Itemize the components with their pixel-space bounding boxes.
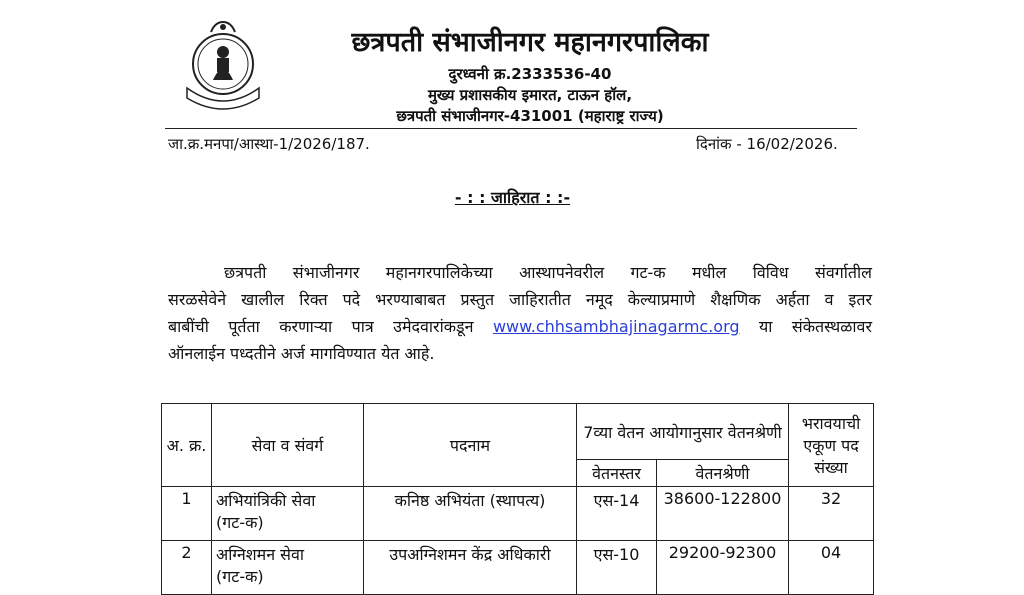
header-designation: पदनाम bbox=[364, 404, 577, 487]
header-pay-commission: 7व्या वेतन आयोगानुसार वेतनश्रेणी bbox=[577, 404, 789, 460]
table-row bbox=[162, 541, 874, 595]
row-service bbox=[212, 487, 364, 541]
address-line-2: छत्रपती संभाजीनगर-431001 (महाराष्ट्र राज्य) bbox=[396, 107, 664, 125]
row-posts: 04 bbox=[789, 541, 874, 595]
body-line-1: छत्रपती संभाजीनगर महानगरपालिकेच्या आस्थापनेवरील गट-क मधील विविध संवर्गातील bbox=[224, 263, 872, 282]
body-line-3-suffix: या संकेतस्थळावर bbox=[759, 317, 872, 336]
row-pay-scale: 29200-92300 bbox=[657, 541, 789, 595]
row-service-group: (गट-क) bbox=[216, 513, 264, 532]
header-pay-scale: वेतनश्रेणी bbox=[657, 460, 789, 487]
organization-title: छत्रपती संभाजीनगर महानगरपालिका bbox=[351, 27, 709, 58]
header-service: सेवा व संवर्ग bbox=[212, 404, 364, 487]
row-sr: 1 bbox=[162, 487, 212, 541]
body-line-2: सरळसेवेने खालील रिक्त पदे भरण्याबाबत प्रस्तुत जाहिरातीत नमूद केल्याप्रमाणे शैक्षणिक अर्हता व इतर bbox=[168, 290, 872, 309]
row-designation: कनिष्ठ अभियंता (स्थापत्य) bbox=[364, 487, 577, 541]
address-line-1: मुख्य प्रशासकीय इमारत, टाऊन हॉल, bbox=[427, 86, 633, 104]
row-service-name: अग्निशमन सेवा bbox=[216, 545, 305, 564]
phone-number: दुरध्वनी क्र.2333536-40 bbox=[448, 65, 612, 83]
row-service bbox=[212, 541, 364, 595]
row-pay-level: एस-10 bbox=[577, 541, 657, 595]
header-total-posts: भरावयाची एकूण पद संख्या bbox=[789, 404, 874, 487]
municipal-corporation-logo bbox=[181, 18, 265, 118]
vacancy-table bbox=[161, 403, 874, 595]
reference-number: जा.क्र.मनपा/आस्था-1/2026/187. bbox=[168, 135, 370, 153]
header-divider bbox=[165, 128, 857, 129]
website-link[interactable]: www.chhsambhajinagarmc.org bbox=[492, 317, 740, 336]
row-service-name: अभियांत्रिकी सेवा bbox=[216, 491, 316, 510]
row-pay-level: एस-14 bbox=[577, 487, 657, 541]
row-pay-scale: 38600-122800 bbox=[657, 487, 789, 541]
row-posts: 32 bbox=[789, 487, 874, 541]
body-line-3 bbox=[168, 316, 872, 338]
row-service-group: (गट-क) bbox=[216, 567, 264, 586]
body-line-3-text: बाबींची पूर्तता करणाऱ्या पात्र उमेदवारांकडून bbox=[168, 317, 474, 336]
document-date: दिनांक - 16/02/2026. bbox=[696, 135, 838, 153]
row-sr: 2 bbox=[162, 541, 212, 595]
advertisement-heading: - : : जाहिरात : :- bbox=[454, 188, 571, 207]
body-line-4: ऑनलाईन पध्दतीने अर्ज मागविण्यात येत आहे. bbox=[168, 344, 435, 363]
header-sr-no: अ. क्र. bbox=[162, 404, 212, 487]
header-pay-level: वेतनस्तर bbox=[577, 460, 657, 487]
row-designation: उपअग्निशमन केंद्र अधिकारी bbox=[364, 541, 577, 595]
table-row bbox=[162, 487, 874, 541]
